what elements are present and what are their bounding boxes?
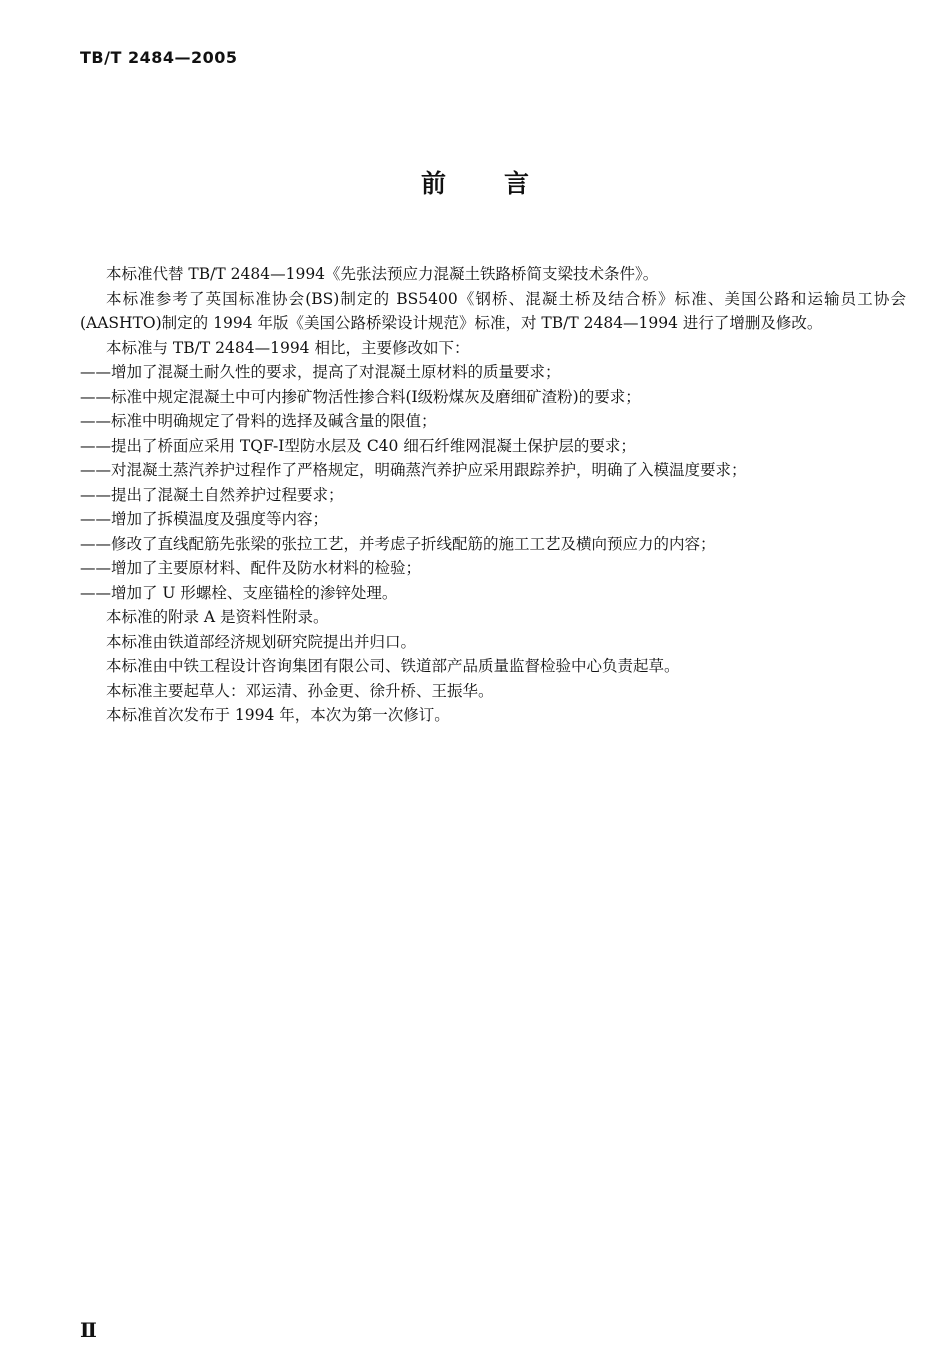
change-item: ——增加了拆模温度及强度等内容； bbox=[80, 510, 329, 528]
change-item: ——标准中明确规定了骨料的选择及碱含量的限值； bbox=[80, 412, 437, 430]
change-item: ——提出了桥面应采用 TQF-Ⅰ型防水层及 C40 细石纤维网混凝土保护层的要求； bbox=[80, 436, 636, 455]
change-item: ——增加了 U 形螺栓、支座锚栓的渗锌处理。 bbox=[80, 583, 398, 602]
page-title: 前言 bbox=[420, 169, 587, 198]
change-item: ——增加了混凝土耐久性的要求，提高了对混凝土原材料的质量要求； bbox=[80, 363, 561, 381]
paragraph-drafters: 本标准主要起草人：邓运清、孙金更、徐升桥、王振华。 bbox=[106, 681, 494, 700]
change-item: ——对混凝土蒸汽养护过程作了严格规定，明确蒸汽养护应采用跟踪养护，明确了入模温度要求； bbox=[80, 461, 747, 479]
paragraph-changes-intro: 本标准与 TB/T 2484—1994 相比，主要修改如下： bbox=[106, 338, 470, 357]
standard-code-header: TB/T 2484—2005 bbox=[80, 48, 238, 67]
change-item: ——标准中规定混凝土中可内掺矿物活性掺合料(Ⅰ级粉煤灰及磨细矿渣粉)的要求； bbox=[80, 387, 641, 406]
change-item: ——增加了主要原材料、配件及防水材料的检验； bbox=[80, 559, 422, 577]
page-number: Ⅱ bbox=[80, 1318, 97, 1342]
foreword-body bbox=[80, 262, 906, 728]
change-item: ——提出了混凝土自然养护过程要求； bbox=[80, 485, 344, 504]
change-item: ——修改了直线配筋先张梁的张拉工艺，并考虑子折线配筋的施工工艺及横向预应力的内容； bbox=[80, 534, 716, 553]
paragraph-replaces: 本标准代替 TB/T 2484—1994《先张法预应力混凝土铁路桥简支梁技术条件》。 bbox=[106, 265, 659, 283]
paragraph-references: 本标准参考了英国标准协会(BS)制定的 BS5400《钢桥、混凝土桥及结合桥》标准、美国公路和运输员工协会(AASHTO)制定的 1994 年版《美国公路桥梁设计规范》标准，对 TB/T 2484—1994 进行了增删及修改。 bbox=[80, 289, 906, 332]
paragraph-drafting-units: 本标准由中铁工程设计咨询集团有限公司、铁道部产品质量监督检验中心负责起草。 bbox=[106, 657, 680, 675]
paragraph-history: 本标准首次发布于 1994 年，本次为第一次修订。 bbox=[106, 706, 450, 724]
paragraph-appendix: 本标准的附录 A 是资料性附录。 bbox=[106, 608, 329, 626]
paragraph-proposer: 本标准由铁道部经济规划研究院提出并归口。 bbox=[106, 632, 417, 651]
